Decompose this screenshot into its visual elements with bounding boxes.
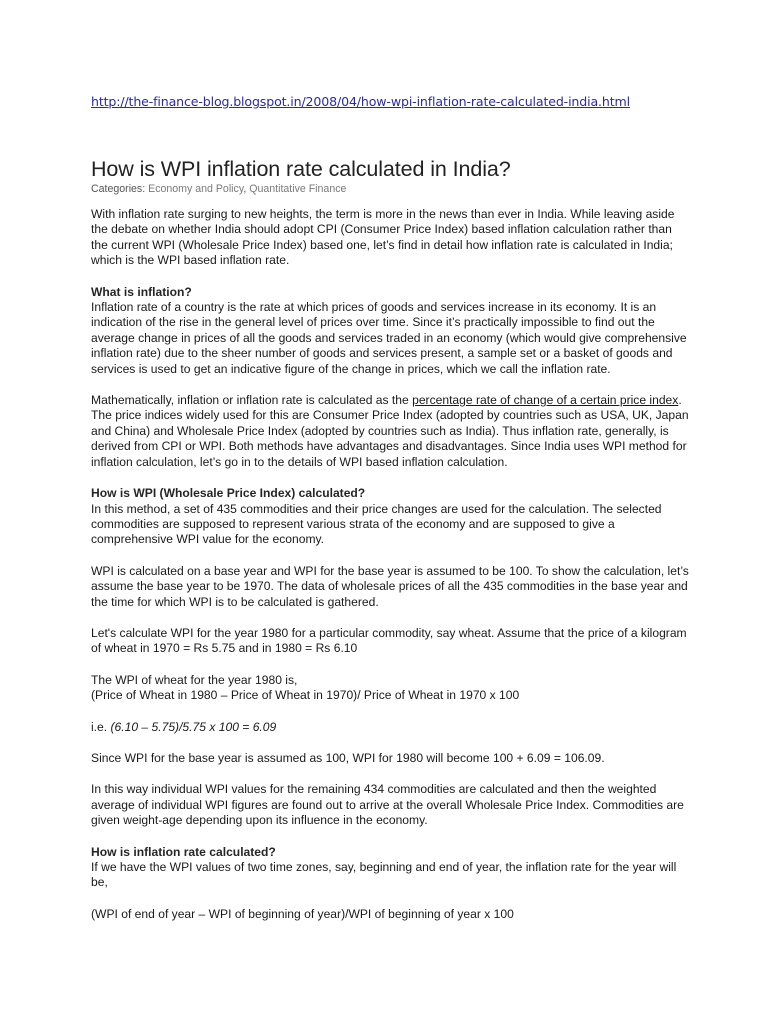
formula-line-2: (Price of Wheat in 1980 – Price of Wheat in 1970)/ Price of Wheat in 1970 x 100	[91, 688, 520, 703]
mathematical-definition-paragraph	[91, 393, 691, 470]
math-text-start: Mathematically, inflation or inflation rate is calculated as the	[91, 393, 413, 408]
article-title: How is WPI inflation rate calculated in India?	[91, 157, 511, 181]
wpi-1980-paragraph: Since WPI for the base year is assumed as 100, WPI for 1980 will become 100 + 6.09 = 106.09.	[91, 750, 605, 765]
wheat-example-paragraph: Let's calculate WPI for the year 1980 for a particular commodity, say wheat. Assume that the price of a kilogram of wheat in 1970 = Rs 5.75 and in 1980 = Rs 6.10	[91, 625, 687, 656]
wheat-formula-paragraph	[91, 673, 691, 704]
price-index-link[interactable]: percentage rate of change of a certain price index	[412, 393, 679, 408]
intro-paragraph: With inflation rate surging to new heights, the term is more in the news than ever in India. While leaving aside the debate on whether India should adopt CPI (Consumer Price Index) based inflation calculation rather than the current WPI (Wholesale Price Index) based one, let’s find in detail how inflation rate is calculated in India; which is the WPI based inflation rate.	[91, 207, 675, 268]
math-text-end: . The price indices widely used for this are Consumer Price Index (adopted by countries such as USA, UK, Japan and China) and Wholesale Price Index (adopted by countries such as India). Thus inflation rate, generally, is derived from CPI or WPI. Both methods have advantages and disadvantages. Since India uses WPI method for inflation calculation, let’s go in to the details of WPI based inflation calculation.	[91, 393, 689, 469]
ie-label: i.e.	[91, 719, 111, 734]
category-link-economy-and-policy[interactable]: Economy and Policy	[148, 183, 244, 195]
section-heading-wpi-calculation: How is WPI (Wholesale Price Index) calculated?	[91, 486, 366, 501]
base-year-paragraph: WPI is calculated on a base year and WPI for the base year is assumed to be 100. To show the calculation, let’s assume the base year to be 1970. The data of wholesale prices of all the 435 commodities in the base year and the time for which WPI is to be calculated is gathered.	[91, 563, 689, 609]
category-link-quantitative-finance[interactable]: Quantitative Finance	[249, 183, 347, 195]
article-categories	[91, 183, 346, 195]
formula-line-1: The WPI of wheat for the year 1980 is,	[91, 672, 298, 687]
ie-expression: (6.10 – 5.75)/5.75 x 100 = 6.09	[110, 719, 277, 734]
ie-paragraph	[91, 720, 691, 735]
article-body	[91, 207, 691, 938]
weighted-average-paragraph: In this way individual WPI values for the remaining 434 commodities are calculated and then the weighted average of individual WPI figures are found out to arrive at the overall Wholesale Price Index. Commodities are given weight-age depending upon its influence in the economy.	[91, 782, 684, 828]
final-formula-paragraph: (WPI of end of year – WPI of beginning of year)/WPI of beginning of year x 100	[91, 906, 514, 921]
section-heading-inflation-rate: How is inflation rate calculated?	[91, 844, 276, 859]
what-is-inflation-paragraph: Inflation rate of a country is the rate at which prices of goods and services increase in its economy. It is an indication of the rise in the general level of prices over time. Since it’s practically impossible to find out the average change in prices of all the goods and services traded in an economy (which would give comprehensive inflation rate) due to the sheer number of goods and services present, a sample set or a basket of goods and services is used to get an indicative figure of the change in prices, which we call the inflation rate.	[91, 300, 687, 376]
section-heading-what-is-inflation: What is inflation?	[91, 284, 192, 299]
category-separator: ,	[243, 183, 250, 195]
categories-label: Categories:	[91, 183, 146, 195]
inflation-rate-paragraph: If we have the WPI values of two time zones, say, beginning and end of year, the inflation rate for the year will be,	[91, 860, 677, 890]
wpi-method-paragraph: In this method, a set of 435 commodities and their price changes are used for the calculation. The selected commodities are supposed to represent various strata of the economy and are supposed to give a comprehensive WPI value for the economy.	[91, 501, 662, 547]
source-url-link[interactable]: http://the-finance-blog.blogspot.in/2008/04/how-wpi-inflation-rate-calculated-india.html	[91, 94, 630, 109]
